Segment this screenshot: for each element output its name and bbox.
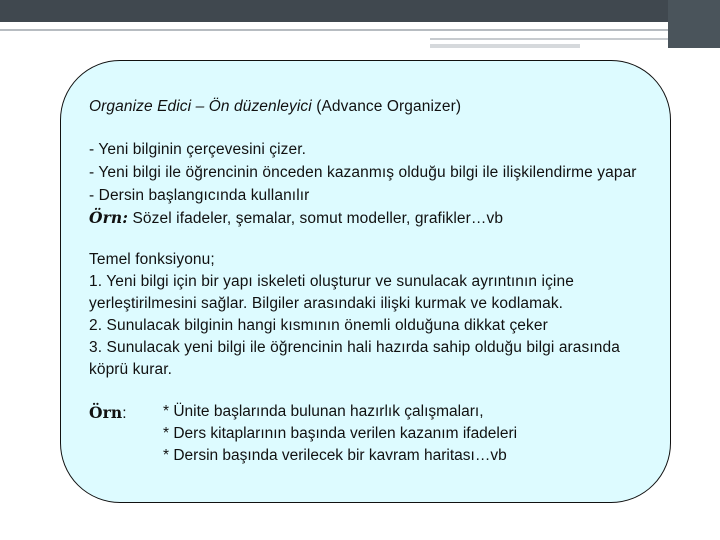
title-plain: (Advance Organizer) — [311, 98, 462, 115]
header-accent-block — [668, 0, 720, 48]
example-line — [89, 208, 503, 228]
example2-item: * Ünite başlarında bulunan hazırlık çalışmaları, — [163, 403, 484, 420]
function-line: 2. Sunulacak bilginin hangi kısmının önemli olduğuna dikkat çeker — [89, 317, 548, 334]
header-rule-line-short — [430, 38, 668, 40]
page-title — [89, 98, 461, 116]
example2-label-text: Örn — [89, 403, 123, 422]
function-line: yerleştirilmesini sağlar. Bilgiler arasındaki ilişki kurmak ve kodlamak. — [89, 295, 564, 312]
header-bar — [0, 0, 720, 22]
example2-label-colon: : — [122, 405, 127, 422]
feature-line: - Dersin başlangıcında kullanılır — [89, 187, 310, 204]
function-line: köprü kurar. — [89, 361, 173, 378]
example2-item: * Ders kitaplarının başında verilen kazanım ifadeleri — [163, 425, 518, 442]
example-text: Sözel ifadeler, şemalar, somut modeller, grafikler…vb — [128, 210, 504, 227]
title-italic: Organize Edici – Ön düzenleyici — [89, 98, 312, 115]
example2-item: * Dersin başında verilecek bir kavram haritası…vb — [163, 447, 507, 464]
function-heading: Temel fonksiyonu; — [89, 251, 215, 268]
feature-line: - Yeni bilgi ile öğrencinin önceden kazanmış olduğu bilgi ile ilişkilendirme yapar — [89, 164, 637, 181]
example-label: Örn: — [89, 208, 129, 227]
header-rule-line-thick — [430, 44, 580, 48]
feature-line: - Yeni bilginin çerçevesini çizer. — [89, 141, 307, 158]
function-line: 1. Yeni bilgi için bir yapı iskeleti oluşturur ve sunulacak ayrıntının içine — [89, 273, 574, 290]
function-line: 3. Sunulacak yeni bilgi ile öğrencinin hali hazırda sahip olduğu bilgi arasında — [89, 339, 620, 356]
example2-label — [89, 403, 127, 423]
header-rule-line — [0, 29, 668, 31]
